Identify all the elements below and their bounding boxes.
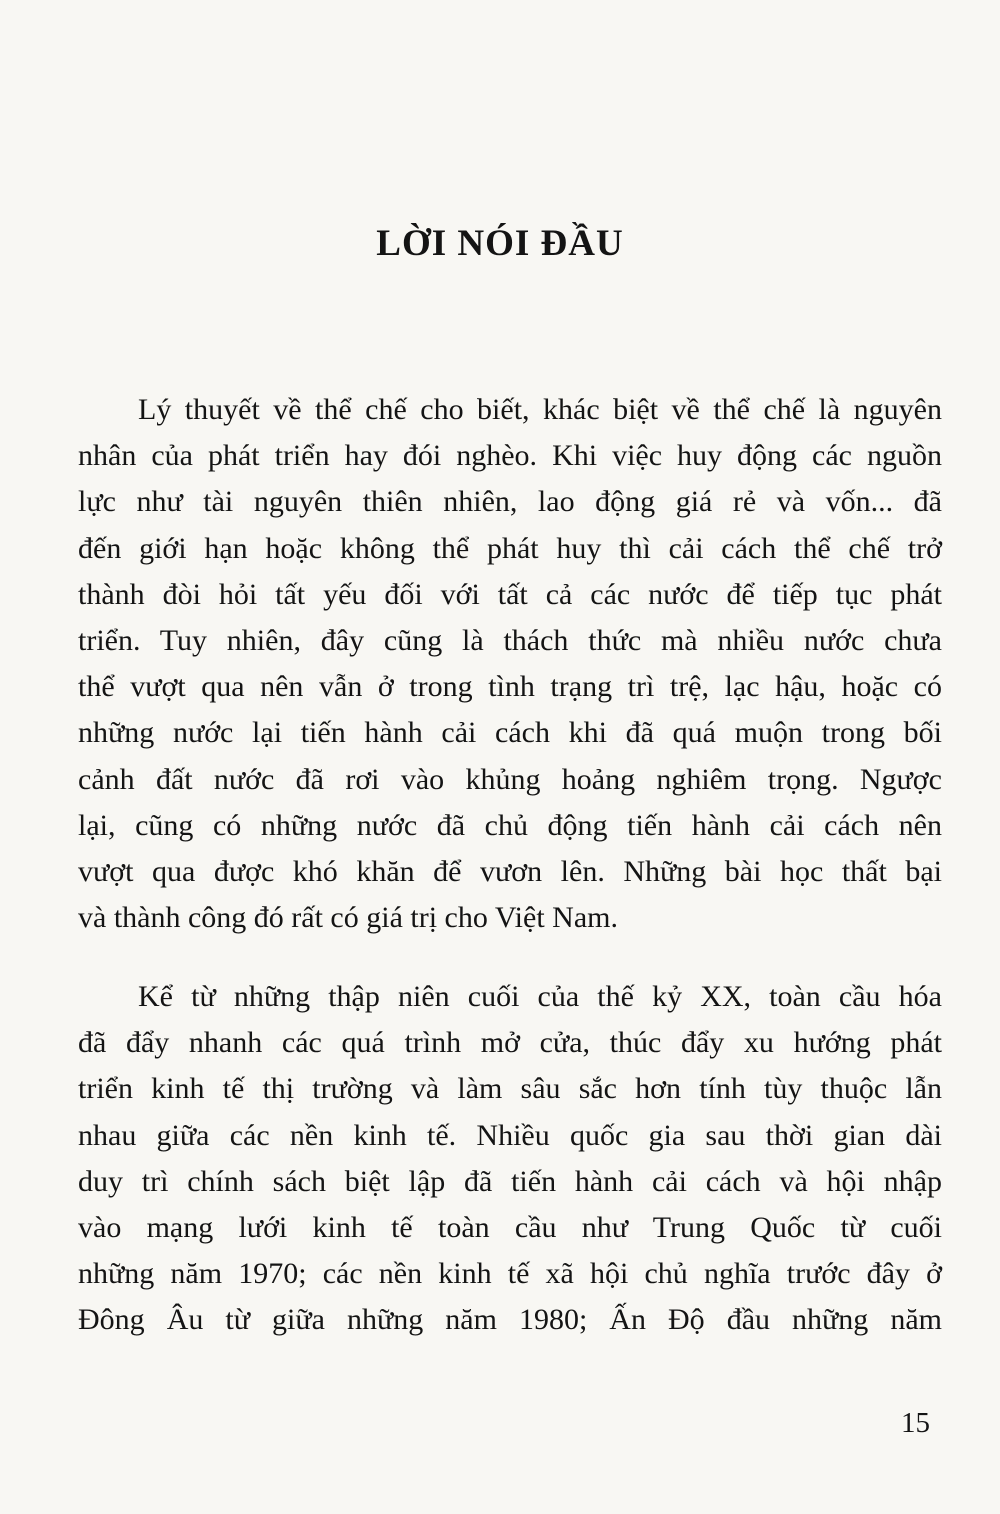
text-line: những năm 1970; các nền kinh tế xã hội chủ nghĩa trước đây ở [78, 1257, 942, 1291]
text-line: triển kinh tế thị trường và làm sâu sắc hơn tính tùy thuộc lẫn [78, 1072, 942, 1106]
text-line: thể vượt qua nên vẫn ở trong tình trạng trì trệ, lạc hậu, hoặc có [78, 670, 942, 704]
text-line: Đông Âu từ giữa những năm 1980; Ấn Độ đầu những năm [78, 1303, 942, 1337]
text-line: thành đòi hỏi tất yếu đối với tất cả các nước để tiếp tục phát [78, 577, 942, 611]
page-title: LỜI NÓI ĐẦU [376, 223, 624, 264]
text-line: vượt qua được khó khăn để vươn lên. Những bài học thất bại [78, 854, 942, 888]
text-line: Kể từ những thập niên cuối của thế kỷ XX, toàn cầu hóa [138, 980, 942, 1013]
text-line: nhân của phát triển hay đói nghèo. Khi việc huy động các nguồn [78, 439, 942, 473]
paragraph-1 [78, 387, 942, 941]
text-line: lực như tài nguyên thiên nhiên, lao động giá rẻ và vốn... đã [78, 485, 942, 519]
text-line: và thành công đó rất có giá trị cho Việt Nam. [78, 901, 618, 935]
text-line: cảnh đất nước đã rơi vào khủng hoảng nghiêm trọng. Ngược [78, 762, 942, 796]
text-line: triển. Tuy nhiên, đây cũng là thách thức mà nhiều nước chưa [78, 623, 942, 657]
paragraph-2 [78, 974, 942, 1344]
page-number: 15 [901, 1407, 930, 1439]
text-line: những nước lại tiến hành cải cách khi đã quá muộn trong bối [78, 716, 942, 750]
text-line: đã đẩy nhanh các quá trình mở cửa, thúc đẩy xu hướng phát [78, 1026, 942, 1060]
text-line: lại, cũng có những nước đã chủ động tiến hành cải cách nên [78, 808, 942, 842]
text-line: đến giới hạn hoặc không thể phát huy thì cải cách thể chế trở [78, 531, 942, 565]
text-line: duy trì chính sách biệt lập đã tiến hành cải cách và hội nhập [78, 1164, 942, 1198]
text-line: nhau giữa các nền kinh tế. Nhiều quốc gia sau thời gian dài [78, 1118, 942, 1152]
text-line: vào mạng lưới kinh tế toàn cầu như Trung Quốc từ cuối [78, 1210, 942, 1244]
text-line: Lý thuyết về thể chế cho biết, khác biệt về thể chế là nguyên [138, 393, 942, 426]
